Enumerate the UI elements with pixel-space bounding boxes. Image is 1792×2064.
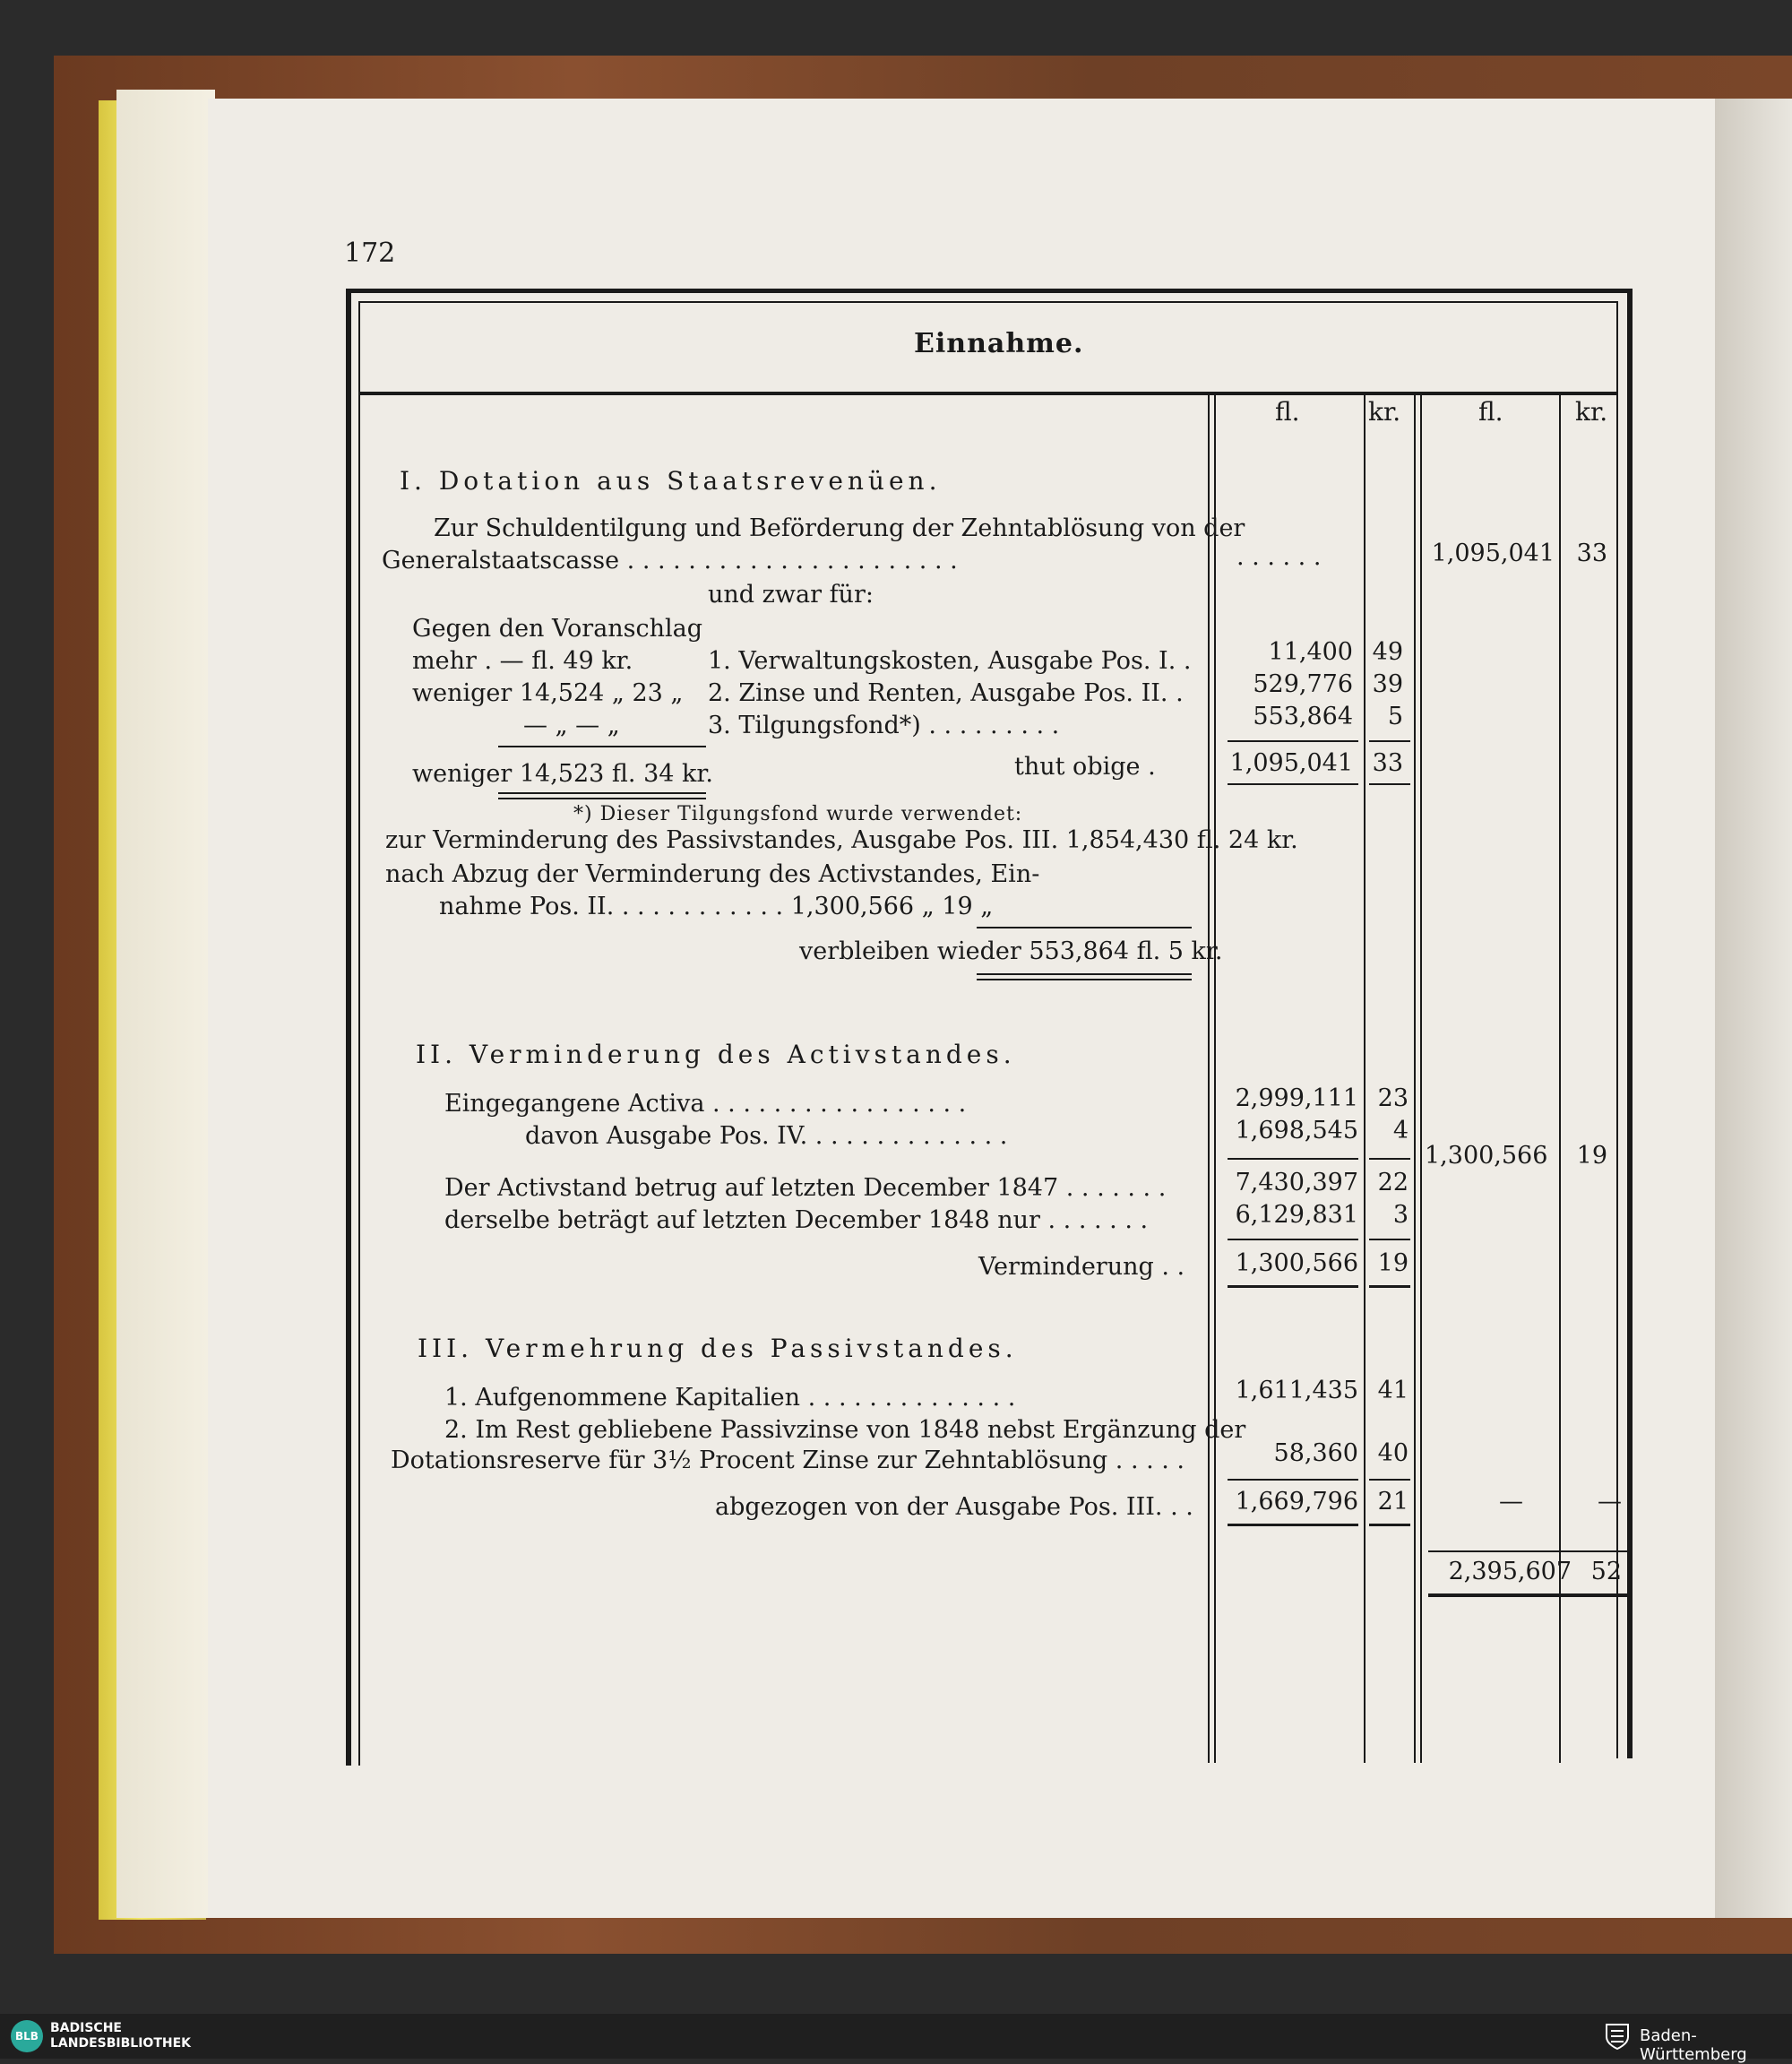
section-2-heading: II. Verminderung des Activstandes. — [416, 1040, 1016, 1069]
rule — [1228, 783, 1358, 785]
section-1-line-2: Generalstaatscasse . . . . . . . . . . . . . . . . . . . . . . — [382, 547, 958, 574]
section-3-row-1-fl: 1,611,435 — [1235, 1377, 1358, 1404]
section-1-heading: I. Dotation aus Staatsrevenüen. — [400, 466, 942, 496]
row-kr: 39 — [1372, 670, 1403, 698]
row-label: davon Ausgabe Pos. IV. . . . . . . . . . . . . . — [525, 1122, 1008, 1150]
verminderung-label: Verminderung . . — [978, 1253, 1185, 1281]
grand-total-fl: 2,395,607 — [1448, 1558, 1572, 1585]
table-border-right-inner — [1616, 301, 1618, 1758]
footnote-line-4: verbleiben wieder 553,864 fl. 5 kr. — [799, 937, 1223, 965]
rule — [1369, 1524, 1410, 1526]
page-edge-inner — [116, 90, 215, 1918]
section-3-row-1-kr: 41 — [1377, 1377, 1409, 1404]
section-2-sum-kr: 19 — [1377, 1249, 1409, 1277]
row-kr: 5 — [1387, 703, 1403, 730]
table-border-left — [346, 289, 351, 1766]
section-3-dash-fl: — — [1499, 1488, 1523, 1516]
next-page-edge — [1715, 99, 1792, 1918]
col-rule-1 — [1208, 392, 1210, 1763]
row-left: mehr . — fl. 49 kr. — [412, 647, 633, 675]
row-fl: 2,999,111 — [1235, 1084, 1358, 1112]
section-2-right-fl: 1,300,566 — [1425, 1142, 1548, 1170]
col-head-kr-1: kr. — [1368, 397, 1401, 427]
section-3-heading: III. Vermehrung des Passivstandes. — [418, 1334, 1018, 1363]
rule — [498, 792, 706, 794]
row-label: 1. Verwaltungskosten, Ausgabe Pos. I. . — [708, 647, 1192, 675]
row-kr: 3 — [1392, 1201, 1409, 1229]
row-label: derselbe beträgt auf letzten December 1848 nur . . . . . . . — [444, 1206, 1149, 1234]
thut-obige-label: thut obige . — [1014, 753, 1156, 781]
rule — [1428, 1550, 1627, 1552]
section-1-line-2-dots: . . . . . . — [1236, 543, 1322, 571]
section-1-total-kr: 33 — [1576, 540, 1607, 567]
section-3-dash-kr: — — [1598, 1488, 1622, 1516]
rule — [1428, 1593, 1627, 1597]
footnote-line-3: nahme Pos. II. . . . . . . . . . . . 1,300,566 „ 19 „ — [439, 893, 994, 920]
col-head-kr-2: kr. — [1575, 397, 1608, 427]
row-kr: 49 — [1372, 638, 1403, 666]
section-2-sum-fl: 1,300,566 — [1235, 1249, 1358, 1277]
section-3-row-2-fl: 58,360 — [1273, 1439, 1358, 1467]
rule — [977, 927, 1192, 928]
rule — [498, 798, 706, 799]
section-2-right-kr: 19 — [1576, 1142, 1607, 1170]
footnote-heading: *) Dieser Tilgungsfond wurde verwendet: — [573, 803, 1023, 825]
rule — [1369, 740, 1410, 742]
col-head-fl-2: fl. — [1478, 397, 1503, 427]
book-page — [208, 99, 1715, 1918]
row-label: 3. Tilgungsfond*) . . . . . . . . . — [708, 712, 1060, 739]
row-label: Der Activstand betrug auf letzten December 1847 . . . . . . . — [444, 1174, 1167, 1202]
row-fl: 553,864 — [1253, 703, 1353, 730]
section-3-sum-kr: 21 — [1377, 1488, 1409, 1516]
footnote-line-2: nach Abzug der Verminderung des Activstandes, Ein- — [385, 860, 1040, 888]
table-border-left-inner — [358, 301, 360, 1766]
rule — [977, 973, 1192, 975]
rule — [1228, 1158, 1358, 1160]
rule — [1228, 740, 1358, 742]
rule — [1369, 783, 1410, 785]
section-1-line-1: Zur Schuldentilgung und Beförderung der Zehntablösung von der — [434, 514, 1245, 542]
row-fl: 1,698,545 — [1235, 1117, 1358, 1144]
rule — [1228, 1479, 1358, 1481]
state-label[interactable]: Baden-Württemberg — [1640, 2026, 1747, 2064]
rule — [1228, 1239, 1358, 1240]
row-fl: 7,430,397 — [1235, 1169, 1358, 1196]
rule — [1369, 1285, 1410, 1288]
table-border-top-inner — [358, 301, 1618, 303]
abgezogen-label: abgezogen von der Ausgabe Pos. III. . . — [715, 1493, 1193, 1521]
row-label: Eingegangene Activa . . . . . . . . . . . . . . . . . — [444, 1090, 967, 1118]
section-1-total-fl: 1,095,041 — [1431, 540, 1555, 567]
grand-total-kr: 52 — [1590, 1558, 1622, 1585]
rule — [977, 979, 1192, 980]
rule — [498, 746, 706, 747]
rule — [1369, 1158, 1410, 1160]
rule — [1369, 1479, 1410, 1481]
row-label: 2. Zinse und Renten, Ausgabe Pos. II. . — [708, 679, 1184, 707]
gegen-label: Gegen den Voranschlag — [412, 615, 703, 643]
row-kr: 4 — [1392, 1117, 1409, 1144]
table-title: Einnahme. — [914, 328, 1084, 359]
row-kr: 22 — [1377, 1169, 1409, 1196]
row-fl: 11,400 — [1268, 638, 1353, 666]
section-3-row-2b: Dotationsreserve für 3½ Procent Zinse zur Zehntablösung . . . . . — [391, 1447, 1185, 1474]
section-1-sum-fl: 1,095,041 — [1229, 749, 1353, 777]
table-border-right — [1627, 289, 1633, 1758]
section-1-sum-kr: 33 — [1372, 749, 1403, 777]
row-kr: 23 — [1377, 1084, 1409, 1112]
weniger-total: weniger 14,523 fl. 34 kr. — [412, 760, 713, 788]
row-left: — „ — „ — [523, 712, 620, 739]
footnote-line-1: zur Verminderung des Passivstandes, Ausgabe Pos. III. 1,854,430 fl. 24 kr. — [385, 826, 1298, 854]
section-3-sum-fl: 1,669,796 — [1235, 1488, 1358, 1516]
section-3-row-1: 1. Aufgenommene Kapitalien . . . . . . . . . . . . . . — [444, 1384, 1016, 1412]
footer-bar — [0, 2014, 1792, 2064]
library-name — [50, 2021, 191, 2051]
col-rule-3b — [1420, 392, 1422, 1763]
rule — [1369, 1239, 1410, 1240]
row-fl: 529,776 — [1253, 670, 1353, 698]
col-head-fl-1: fl. — [1275, 397, 1300, 427]
coat-of-arms-icon — [1604, 2022, 1631, 2051]
rule — [1228, 1285, 1358, 1288]
und-zwar-label: und zwar für: — [708, 581, 874, 609]
section-3-row-2a: 2. Im Rest gebliebene Passivzinse von 1848 nebst Ergänzung der — [444, 1416, 1246, 1444]
col-rule-1b — [1214, 392, 1216, 1763]
row-left: weniger 14,524 „ 23 „ — [412, 679, 684, 707]
library-line-2: LANDESBIBLIOTHEK — [50, 2036, 192, 2051]
section-3-row-2-kr: 40 — [1377, 1439, 1409, 1467]
library-line-1: BADISCHE — [50, 2021, 122, 2035]
row-fl: 6,129,831 — [1235, 1201, 1358, 1229]
col-rule-2 — [1364, 392, 1366, 1763]
blb-logo-icon[interactable]: BLB — [11, 2020, 43, 2052]
page-number: 172 — [344, 237, 396, 269]
rule — [1228, 1524, 1358, 1526]
table-border-top — [346, 289, 1633, 293]
header-rule — [358, 392, 1618, 395]
col-rule-3 — [1414, 392, 1416, 1763]
